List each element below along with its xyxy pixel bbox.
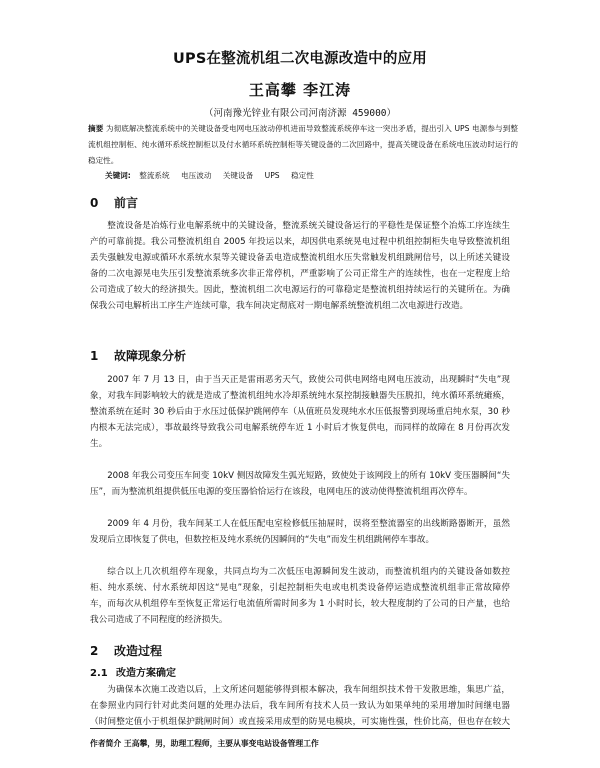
subsection-heading-2-1 [90,667,176,681]
paper-authors: 王高攀 李江涛 [248,81,352,99]
section-heading-0 [90,195,138,211]
section-title: 故障现象分析 [114,349,187,363]
abstract-text: 为彻底解决整流系统中的关键设备受电网电压波动停机进而导致整流系统停车这一突出矛盾，提出引入 UPS 电源参与到整流机组控制柜、纯水循环系统控制柜以及付水循环系统控制柜等关键设备的二次回路中，提高关键设备在系统电压波动时运行的稳定性。 [88,124,519,165]
paper-title: UPS在整流机组二次电源改造中的应用 [173,51,427,67]
keyword-item: UPS [264,171,280,180]
section-title: 改造过程 [114,644,163,658]
keyword-item: 稳定性 [291,171,314,180]
paragraph-fault-2008: 2008 年我公司变压车间变 10kV 侧因故障发生弧光短路，致使处于该网段上的所有 10kV 变压器瞬间“失压”，而为整流机组提供低压电源的变压器恰恰运行在该段，电网电压的波动使得整流机组再次停车。 [90,471,510,498]
section-number: 2 [90,644,99,658]
abstract [88,121,518,169]
section-number: 1 [90,349,99,363]
author-footnote: 作者简介 王高攀，男，助理工程师，主要从事变电站设备管理工作 [90,739,319,748]
section-heading-2 [90,643,162,659]
paragraph-intro: 整流设备是冶炼行业电解系统中的关键设备，整流系统关键设备运行的平稳性是保证整个冶炼工序连续生产的可靠前提。我公司整流机组自 2005 年投运以来，却因供电系统晃电过程中机组控制柜失电导致整流机组丢失强触发电源或循环水系统水泵等关键设备丢电造成整流机组水压失常触发机组跳闸信号，以上所述关键设备的二次电源晃电失压引发整流系统多次非正常停机，严重影响了公司正常生产的连续性，也在一定程度上给公司造成了较大的经济损失。因此，整流机组二次电源运行的可靠稳定是整流机组持续运行的关键所在。为确保我公司电解析出工序生产连续可靠，我车间决定彻底对一期电解系统整流机组二次电源进行改造。 [90,221,510,312]
paragraph-plan: 为确保本次施工改造以后，上文所述问题能够得到根本解决，我车间组织技术骨干发散思维，集思广益，在参照业内同行针对此类问题的处理办法后，我车间所有技术人员一致认为如果单纯的采用增加时间继电器（时间整定值小于机组保护跳闸时间）或直接采用成型的防晃电模块，可实施性强，性价比高，但也存在较大 [90,685,510,728]
keyword-item: 电压波动 [181,171,212,180]
subsection-number: 2.1 [90,668,108,679]
paragraph-fault-2007: 2007 年 7 月 13 日，由于当天正是雷雨恶劣天气，致使公司供电网络电网电压波动，出现瞬时“失电”现象，对我车间影响较大的就是造成了整流机组纯水冷却系统纯水泵控制接触器失压脱扣，纯水循环系统瘫痪，整流系统在延时 30 秒后由于水压过低保护跳闸停车（从值班员发现纯水水压低报警到现场重启纯水泵，30 秒内根本无法完成），事故最终导致我公司电解系统停车近 1 小时后才恢复供电，而同样的故障在 8 月份再次发生。 [90,375,510,450]
subsection-title: 改造方案确定 [116,668,176,679]
paper-affiliation: （河南豫光锌业有限公司河南济源 459000） [203,108,397,119]
paragraph-fault-summary: 综合以上几次机组停车现象，共同点均为二次低压电源瞬间发生波动，而整流机组内的关键设备如数控柜、纯水系统、付水系统却因这“晃电”现象，引起控制柜失电或电机类设备停运造成整流机组非正常故障停车，而每次从机组停车至恢复正常运行电流值所需时间多为 1 小时时长，较大程度制约了公司的日产量，也给我公司造成了不同程度的经济损失。 [90,567,510,626]
keywords-label: 关键词: [105,171,131,180]
paragraph-fault-2009: 2009 年 4 月份，我车间某工人在低压配电室检修低压抽屉时，误将至整流器室的出线断路器断开，虽然发现后立即恢复了供电，但数控柜及纯水系统仍因瞬间的“失电”而发生机组跳闸停车事故。 [90,519,510,546]
keywords [105,169,525,183]
footnote-divider [90,728,510,729]
keyword-item: 关键设备 [222,171,254,180]
keyword-item: 整流系统 [139,171,170,180]
section-number: 0 [90,196,99,210]
section-title: 前言 [114,196,139,210]
abstract-label: 摘要 [88,124,104,133]
section-heading-1 [90,348,186,364]
